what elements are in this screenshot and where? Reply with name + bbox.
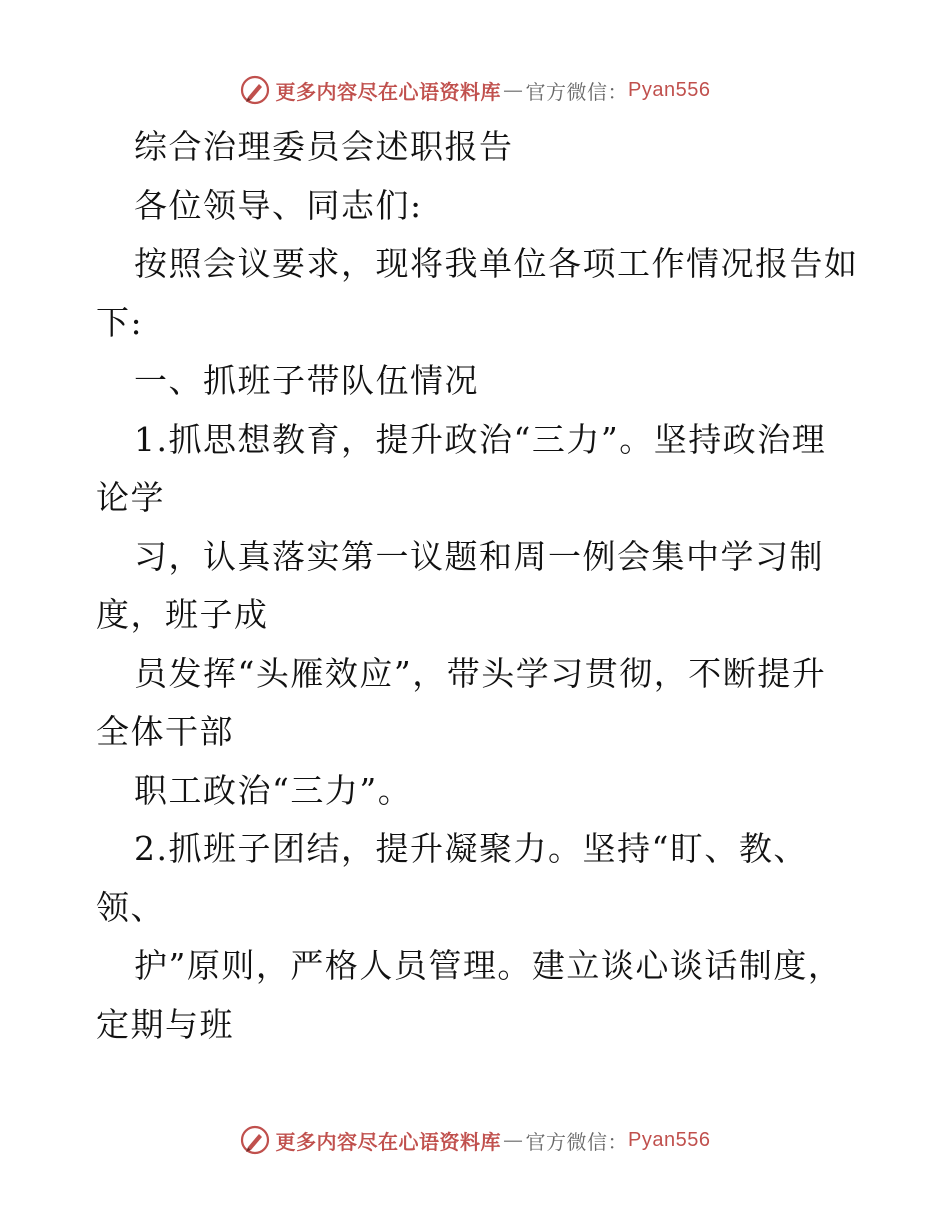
paragraph-line: 论学 <box>96 478 165 517</box>
watermark-banner-top <box>0 72 950 108</box>
document-body <box>96 118 866 1054</box>
watermark-site-text: 更多内容尽在心语资料库 <box>275 1129 502 1154</box>
watermark-site-text: 更多内容尽在心语资料库 <box>275 79 502 104</box>
paragraph-line: 职工政治“三力”。 <box>134 770 413 810</box>
paragraph-line: 下: <box>96 302 144 342</box>
section-heading: 一、抓班子带队伍情况 <box>134 361 479 400</box>
paragraph-line: 1.抓思想教育，提升政治“三力”。坚持政治理 <box>134 419 827 459</box>
salutation: 各位领导、同志们: <box>134 185 423 225</box>
watermark-wechat-label: 官方微信： <box>525 79 629 104</box>
paragraph-line: 习，认真落实第一议题和周一例会集中学习制 <box>134 536 824 576</box>
watermark-banner-bottom <box>0 1122 950 1158</box>
document-title: 综合治理委员会述职报告 <box>134 127 514 166</box>
paragraph-line: 2.抓班子团结，提升凝聚力。坚持“盯、教、 <box>134 829 808 868</box>
paragraph-line: 定期与班 <box>96 1004 234 1044</box>
paragraph-line: 按照会议要求，现将我单位各项工作情况报告如 <box>134 244 859 283</box>
paragraph-line: 全体干部 <box>96 712 234 751</box>
paragraph-line: 领、 <box>96 887 165 927</box>
watermark-wechat-label: 官方微信： <box>525 1129 629 1154</box>
watermark-dash: — <box>503 78 524 102</box>
pen-logo-icon <box>240 75 270 105</box>
pen-logo-icon <box>240 1125 270 1155</box>
paragraph-line: 护”原则，严格人员管理。建立谈心谈话制度， <box>134 946 843 985</box>
paragraph-line: 度，班子成 <box>96 595 269 634</box>
watermark-dash: — <box>503 1128 524 1152</box>
watermark-account: Pyan556 <box>628 78 711 101</box>
watermark-account: Pyan556 <box>628 1128 711 1151</box>
paragraph-line: 员发挥“头雁效应”，带头学习贯彻，不断提升 <box>134 653 827 693</box>
